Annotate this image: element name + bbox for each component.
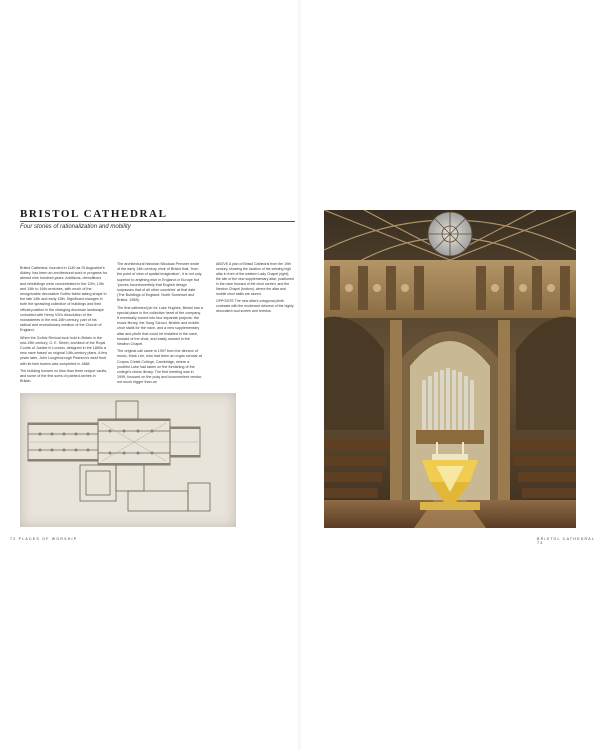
chapter-title: BRISTOL CATHEDRAL [20,208,168,220]
caption-above: ABOVE A plan of Bristol Cathedral from the 19th century, showing the location of the existing high altar in front of the western Lady Chapel (right); the site of the new supplementary altar, positioned in the nave forward of the choir screen; and the Newton Chapel (bottom), where the altar and mobile choir stalls are stored. [216,262,294,296]
image-caption [216,262,294,316]
title-rule [20,221,295,222]
interior-photo-drawing [324,210,576,528]
cathedral-interior-photo [324,210,576,528]
footer-right: BRISTOL CATHEDRAL 73 [537,537,595,545]
cathedral-floor-plan [20,393,236,527]
footer-left: 72 PLACES OF WORSHIP [10,537,78,541]
page-gutter [298,0,302,750]
caption-opposite: OPPOSITE The new altar's octagonal plinth contrasts with the exuberant richness of the highly decorated rood screen and reredos. [216,299,294,313]
body-column-2 [117,262,203,388]
body-column-1 [20,266,108,386]
paragraph: The first cathedral job for Luke Hughes, Bristol has a special place in the collective heart of the company. It eventually turned into four separate projects: the music library, the Song School, flexible and mobile choir stalls for the nave, and a new supplementary altar and plinth that could be installed in the nave, forward of the choir, and easily stowed in the Newton Chapel. [117,305,203,347]
chapter-subtitle: Four stories of rationalization and mobility [20,224,131,230]
paragraph: The architectural historian Nikolaus Pevsner wrote of the early 14th-century choir of Bristol that, 'from the point of view of spatial imagination', it is not only superior to anything else in England or Europe but 'proves incontrovertibly that English design surpasses that of all other countries' at that date (The Buildings of England: North Somerset and Bristol, 1958). [117,262,202,303]
paragraph: The building houses no less than three unique vaults, and some of the first sorts of pointed arches in Britain. [20,368,108,384]
paragraph: When the Gothic Revival took hold in Britain in the mid-19th century, G. E. Street, architect of the Royal Courts of Justice in London, designed in the 1860s a new nave based on original 14th-century plans. A few years later, John Loughborough Pearson's west front with its twin towers was completed in 1888. [20,335,108,366]
paragraph: The original call came in 1997 from the director of music, Mark Lee, who had been an organ scholar at Corpus Christi College, Cambridge, where a youthful Luke had taken on the furnishing of the college's chess library. The first meeting was in 1999, focused on the poky and inconvenient vendor, not much bigger than an [117,349,203,385]
floor-plan-drawing [20,393,236,527]
paragraph: Bristol Cathedral, founded in 1140 as St Augustine's Abbey, has been an architectural work in progress for almost nine hundred years. Additions, demolitions and rebuildings were concentrated in the 12th, 13th and 14th to 16th centuries, with much of the recognizable decorative Gothic fabric taking shape in the late 14th and early 15th. Significant changes in both the sprawling collection of buildings and their official position in the changing diocesan landscape coincided with Henry VIII's dissolution of the monasteries in the mid-16th century, part of his radical and revolutionary creation of the Church of England. [20,266,108,333]
